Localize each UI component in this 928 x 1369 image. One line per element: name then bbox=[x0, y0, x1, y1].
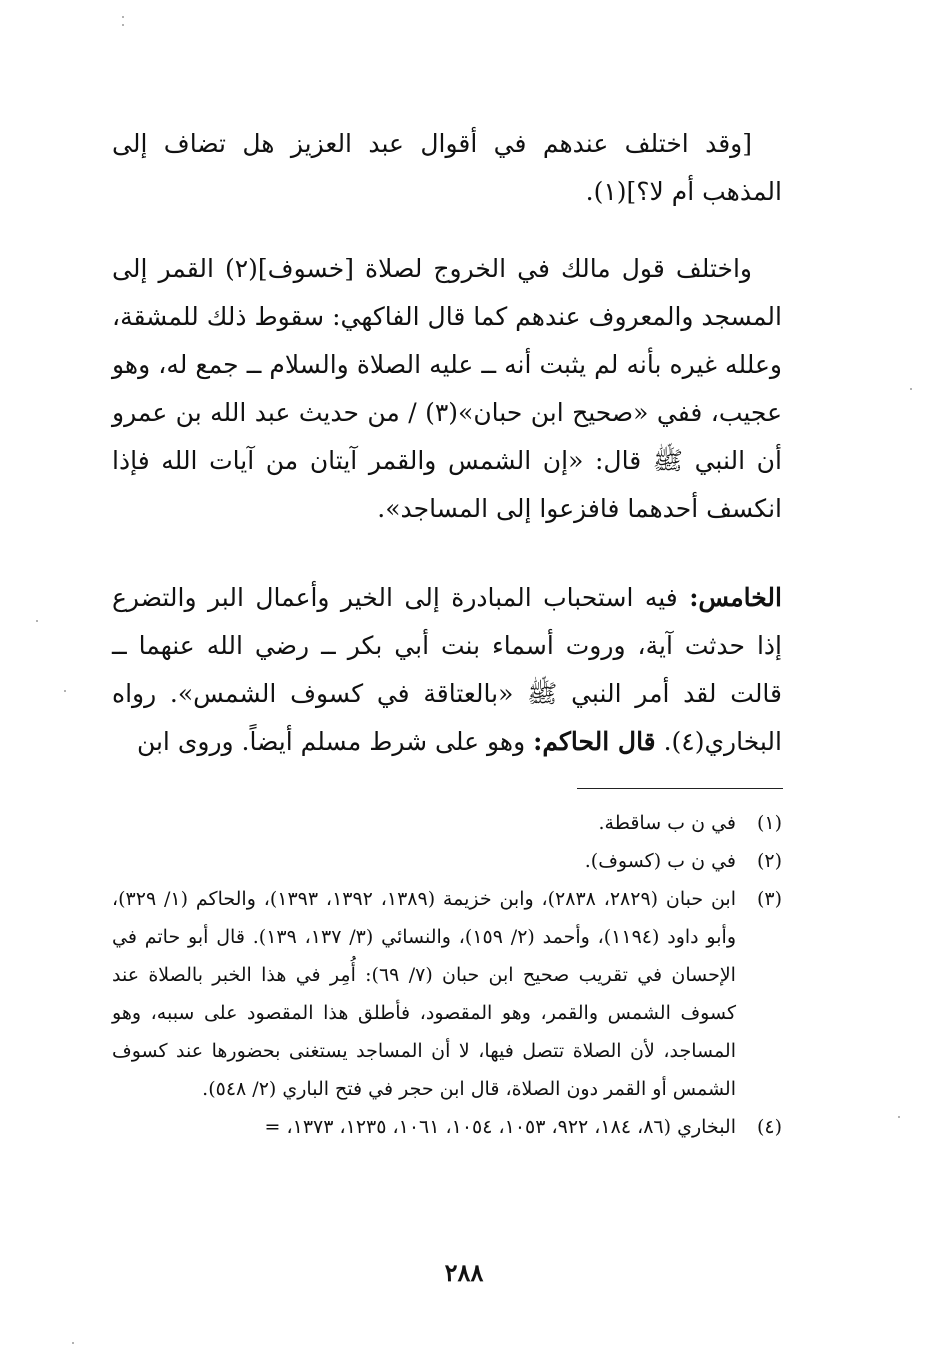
footnote-separator bbox=[577, 788, 783, 789]
footnote-text: في ن ب (كسوف). bbox=[584, 850, 736, 872]
footnote-2 bbox=[112, 842, 782, 880]
footnote-4 bbox=[112, 1108, 782, 1146]
footnote-text: ابن حبان (٢٨٢٩، ٢٨٣٨)، وابن خزيمة (١٣٨٩، ١٣٩٢، ١٣٩٣)، والحاكم (١/ ٣٢٩)، وأبو داود (١١٩٤)، وأحمد (٢/ ١٥٩)، والنسائي (٣/ ١٣٧، ١٣٩). قال أبو حاتم في الإحسان في تقريب صحيح ابن حبان (٧/ ٦٩): أُمِر في هذا الخبر بالصلاة عند كسوف الشمس والقمر، وهو المقصود، فأطلق هذا المقصود على سببه، وهو المساجد، لأن الصلاة تتصل فيها، لا أن المساجد يستغنى بحضورها عند كسوف الشمس أو القمر دون الصلاة، قال ابن حجر في فتح الباري (٢/ ٥٤٨). bbox=[112, 888, 737, 1100]
scan-speck bbox=[122, 24, 124, 26]
footnote-text: في ن ب ساقطة. bbox=[598, 812, 736, 834]
paragraph-3-body: فيه استحباب المبادرة إلى الخير وأعمال البر والتضرع إذا حدثت آية، وروت أسماء بنت أبي بكر ــ رضي الله عنهما ــ قالت لقد أمر النبي ﷺ «بالعتاقة في كسوف الشمس». رواه البخاري(٤). bbox=[112, 583, 782, 756]
page-number: ٢٨٨ bbox=[444, 1258, 484, 1287]
footnote-number: (٣) bbox=[756, 888, 782, 910]
footnote-number: (٤) bbox=[756, 1116, 782, 1138]
paragraph-3-tail: وهو على شرط مسلم أيضاً. وروى ابن bbox=[136, 727, 534, 756]
footnote-number: (٢) bbox=[756, 850, 782, 872]
scan-speck bbox=[36, 620, 38, 622]
paragraph-3-heading: الخامس: bbox=[689, 583, 782, 612]
footnote-text: البخاري (٨٦، ١٨٤، ٩٢٢، ١٠٥٣، ١٠٥٤، ١٠٦١، ١٢٣٥، ١٣٧٣، = bbox=[264, 1116, 736, 1138]
scan-speck bbox=[122, 16, 124, 18]
paragraph-3 bbox=[112, 574, 782, 766]
paragraph-3-hakim-label: قال الحاكم: bbox=[533, 727, 656, 756]
scan-speck bbox=[910, 388, 912, 390]
footnote-number: (١) bbox=[756, 812, 782, 834]
scan-speck bbox=[64, 690, 66, 692]
paragraph-1: [وقد اختلف عندهم في أقوال عبد العزيز هل تضاف إلى المذهب أم لا؟](١). bbox=[112, 129, 782, 206]
footnote-3 bbox=[112, 880, 782, 1108]
scan-speck bbox=[72, 1342, 74, 1344]
scan-speck bbox=[898, 1116, 900, 1118]
footnote-1 bbox=[112, 804, 782, 842]
paragraph-2: واختلف قول مالك في الخروج لصلاة [خسوف](٢) القمر إلى المسجد والمعروف عندهم كما قال الفاكهي: سقوط ذلك للمشقة، وعلله غيره بأنه لم يثبت أنه ــ عليه الصلاة والسلام ــ جمع له، وهو عجيب، ففي «صحيح ابن حبان»(٣) / من حديث عبد الله بن عمرو أن النبي ﷺ قال: «إن الشمس والقمر آيتان من آيات الله فإذا انكسف أحدهما فافزعوا إلى المساجد». bbox=[112, 254, 782, 523]
footnotes bbox=[112, 804, 782, 1146]
